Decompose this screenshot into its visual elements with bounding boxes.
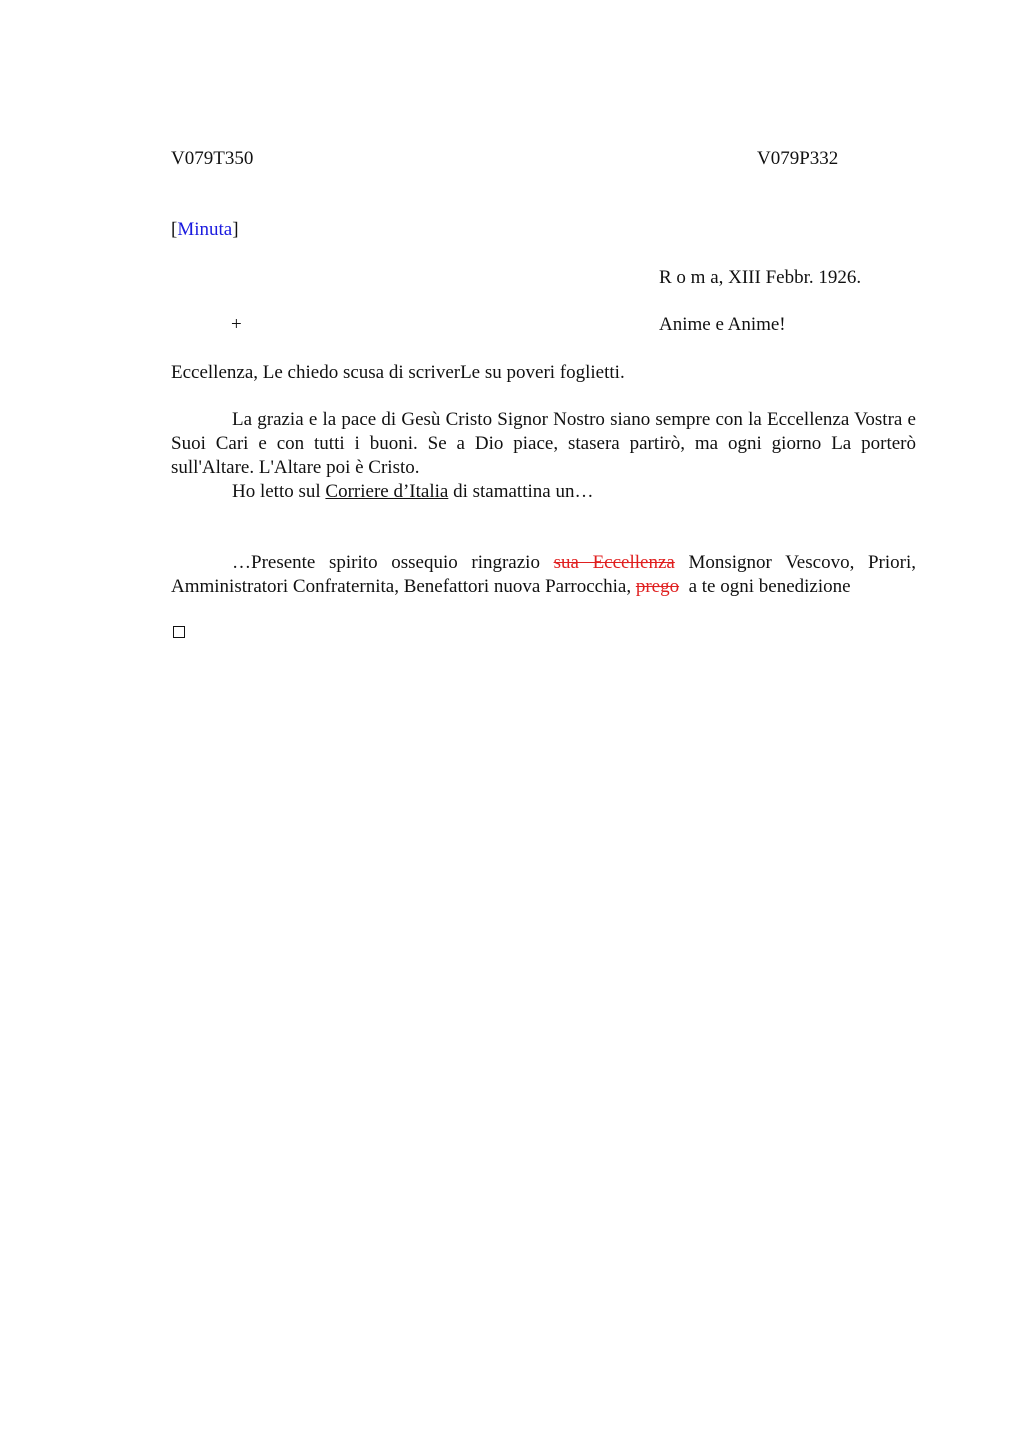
draft-annotation [171,218,239,242]
annotation-label: Minuta [177,219,233,240]
annotation-close-bracket: ] [232,219,239,240]
telegram-part-1: …Presente spirito ossequio ringrazio [232,552,554,573]
telegram-part-3: a te ogni benedizione [679,576,851,597]
checkbox-icon [173,626,185,638]
archive-code-left: V079T350 [171,148,254,169]
cross-symbol: + [231,314,242,335]
deleted-text-1: sua Eccellenza [553,552,675,573]
paragraph-greeting: La grazia e la pace di Gesù Cristo Signor Nostro siano sempre con la Eccellenza Vostra e Suoi Cari e con tutti i buoni. Se a Dio piace, stasera partirò, ma ogni giorno La porterò sull'Altare. L'Altare poi è Cristo. [171,409,916,478]
annotation-open-bracket: [ [171,219,178,240]
salutation: Eccellenza, Le chiedo scusa di scriverLe su poveri foglietti. [171,362,625,383]
newspaper-title: Corriere d’Italia [325,481,449,502]
deleted-text-2: prego [635,576,680,597]
paragraph-newspaper [171,480,916,504]
motto: Anime e Anime! [659,314,786,335]
paragraph-newspaper-before: Ho letto sul [232,481,326,502]
paragraph-newspaper-after: di stamattina un… [448,481,594,502]
archive-code-right: V079P332 [757,148,839,169]
telegram-paragraph [171,551,916,599]
telegram-part-2: Monsignor Vescovo, Priori, Amministratori Confraternita, Benefattori nuova Parrocchia, [171,552,916,597]
date-line: R o m a, XIII Febbr. 1926. [659,267,862,288]
